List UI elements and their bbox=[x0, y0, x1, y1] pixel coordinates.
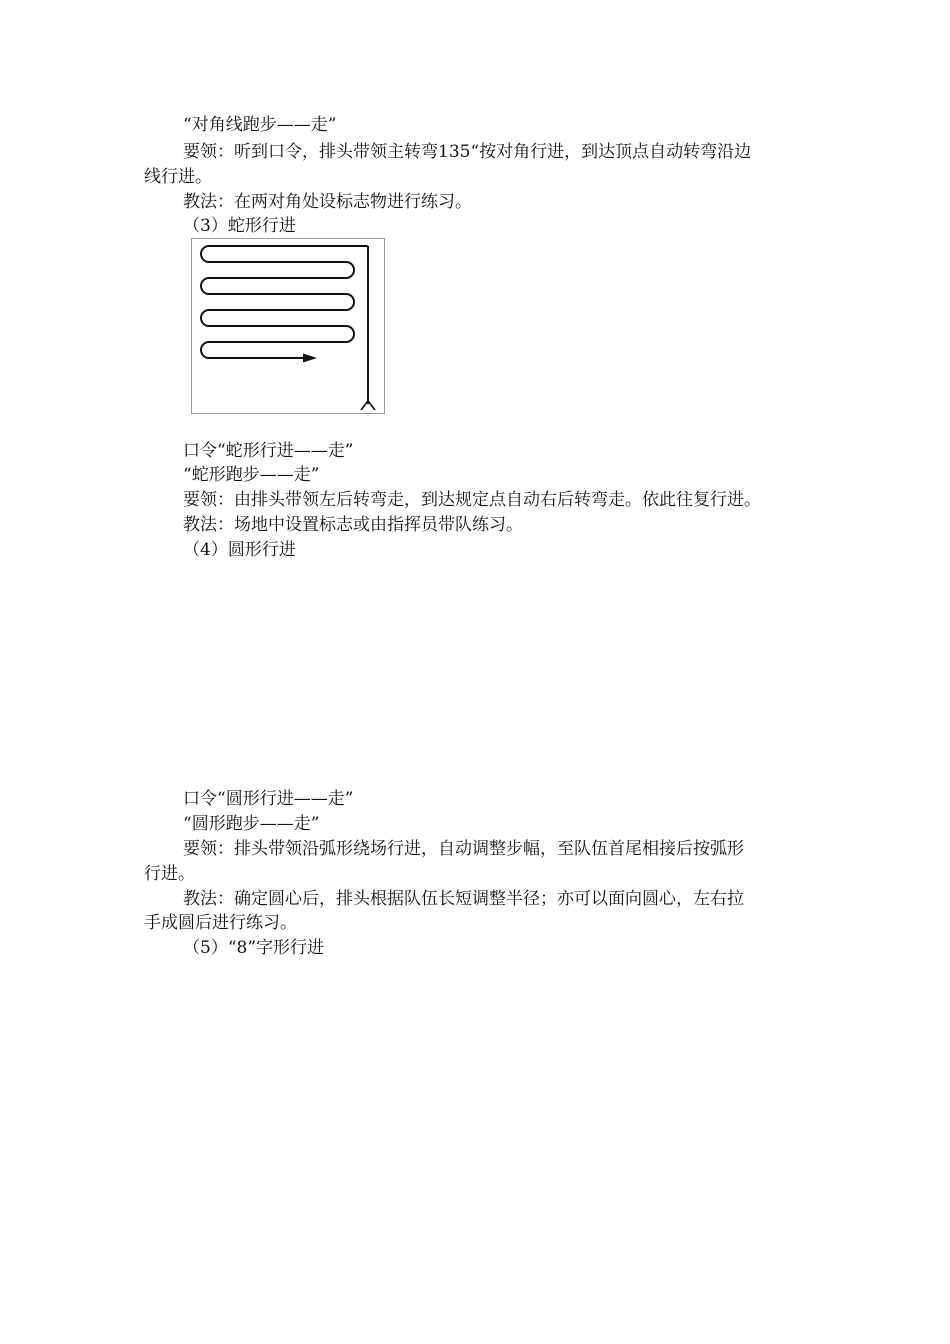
snake-essentials: 要领：由排头带领左后转弯走，到达规定点自动右后转弯走。依此往复行进。 bbox=[183, 490, 761, 510]
snake-method: 教法：场地中设置标志或由指挥员带队练习。 bbox=[183, 515, 523, 535]
diagonal-essentials-line1: 要领：听到口令，排头带领主转弯135“按对角行进，到达顶点自动转弯沿边 bbox=[183, 142, 752, 162]
eight-heading: （5）“8”字形行进 bbox=[183, 938, 325, 958]
snake-path-figure bbox=[191, 238, 385, 414]
circle-heading: （4）圆形行进 bbox=[183, 540, 296, 560]
circle-essentials-line2: 行进。 bbox=[144, 864, 195, 884]
diagonal-essentials-line2: 线行进。 bbox=[144, 167, 212, 187]
circle-essentials-line1: 要领：排头带领沿弧形绕场行进，自动调整步幅，至队伍首尾相接后按弧形 bbox=[183, 839, 744, 859]
circle-run-command: “圆形跑步——走” bbox=[183, 814, 320, 834]
snake-walk-command: 口令“蛇形行进——走” bbox=[183, 441, 354, 461]
circle-method-line1: 教法：确定圆心后，排头根据队伍长短调整半径；亦可以面向圆心，左右拉 bbox=[183, 889, 744, 909]
diagonal-run-command: “对角线跑步——走” bbox=[183, 115, 337, 135]
circle-method-line2: 手成圆后进行练习。 bbox=[144, 913, 297, 933]
circle-walk-command: 口令“圆形行进——走” bbox=[183, 789, 354, 809]
snake-heading: （3）蛇形行进 bbox=[183, 216, 296, 236]
snake-run-command: “蛇形跑步——走” bbox=[183, 465, 320, 485]
diagonal-method: 教法：在两对角处设标志物进行练习。 bbox=[183, 192, 472, 212]
